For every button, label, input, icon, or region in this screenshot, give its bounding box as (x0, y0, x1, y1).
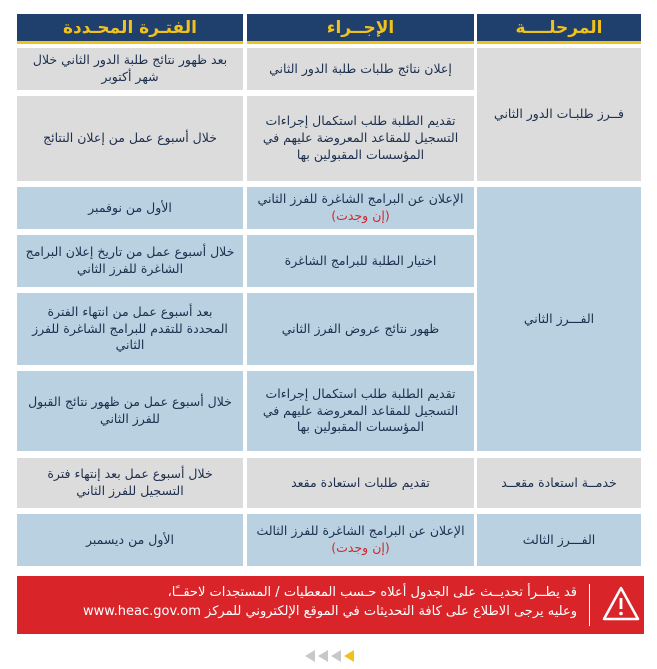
procedure-cell: الإعلان عن البرامج الشاغرة للفرز الثاني (إن وجدت) (247, 187, 474, 229)
procedure-cell: تقديم طلبات استعادة مقعد (247, 458, 474, 508)
notice-line-2: وعليه يرجى الاطلاع على كافة التحديثات في الموقع الإلكتروني للمركز www.heac.gov.om (82, 603, 577, 619)
notice-text (47, 584, 577, 622)
arrow-left-icon (305, 650, 315, 662)
period-cell: خلال أسبوع عمل من تاريخ إعلان البرامج الشاغرة للفرز الثاني (17, 235, 243, 287)
period-cell: خلال أسبوع عمل من ظهور نتائج القبول للفرز الثاني (17, 371, 243, 451)
header-stage: المرحلــــة (477, 14, 641, 44)
note-if-any: (إن وجدت) (331, 540, 390, 555)
stage-second-round-requests: فــرز طلبـات الدور الثاني (477, 48, 641, 181)
notice-line-1: قد يطــرأ تحديــث على الجدول أعلاه حـسب المعطيات / المستجدات لاحقــًا، (167, 585, 577, 600)
procedure-cell: تقديم الطلبة طلب استكمال إجراءات التسجيل للمقاعد المعروضة عليهم في المؤسسات المقبولين بها (247, 96, 474, 181)
update-notice (17, 576, 644, 634)
header-period: الفتـرة المحـددة (17, 14, 243, 44)
header-procedure: الإجــراء (247, 14, 474, 44)
arrow-left-icon (344, 650, 354, 662)
stage-third-sorting: الفـــرز الثالث (477, 514, 641, 566)
arrow-left-icon (331, 650, 341, 662)
procedure-cell: الإعلان عن البرامج الشاغرة للفرز الثالث (إن وجدت) (247, 514, 474, 566)
period-cell: خلال أسبوع عمل من إعلان النتائج (17, 96, 243, 181)
period-cell: خلال أسبوع عمل بعد إنتهاء فترة التسجيل للفرز الثاني (17, 458, 243, 508)
notice-divider (589, 584, 590, 626)
note-if-any: (إن وجدت) (331, 208, 390, 223)
warning-icon (602, 586, 640, 622)
period-cell: الأول من نوفمبر (17, 187, 243, 229)
procedure-cell: اختيار الطلبة للبرامج الشاغرة (247, 235, 474, 287)
stage-seat-restoration: خدمــة استعادة مقعــد (477, 458, 641, 508)
period-cell: الأول من ديسمبر (17, 514, 243, 566)
page-navigation[interactable] (305, 650, 354, 662)
period-cell: بعد أسبوع عمل من انتهاء الفترة المحددة للتقدم للبرامج الشاغرة للفرز الثاني (17, 293, 243, 365)
stage-second-sorting: الفـــرز الثاني (477, 187, 641, 451)
period-cell: بعد ظهور نتائج طلبة الدور الثاني خلال شهر أكتوبر (17, 48, 243, 90)
procedure-cell: إعلان نتائج طلبات طلبة الدور الثاني (247, 48, 474, 90)
arrow-left-icon (318, 650, 328, 662)
procedure-cell: ظهور نتائج عروض الفرز الثاني (247, 293, 474, 365)
procedure-cell: تقديم الطلبة طلب استكمال إجراءات التسجيل للمقاعد المعروضة عليهم في المؤسسات المقبولين بها (247, 371, 474, 451)
